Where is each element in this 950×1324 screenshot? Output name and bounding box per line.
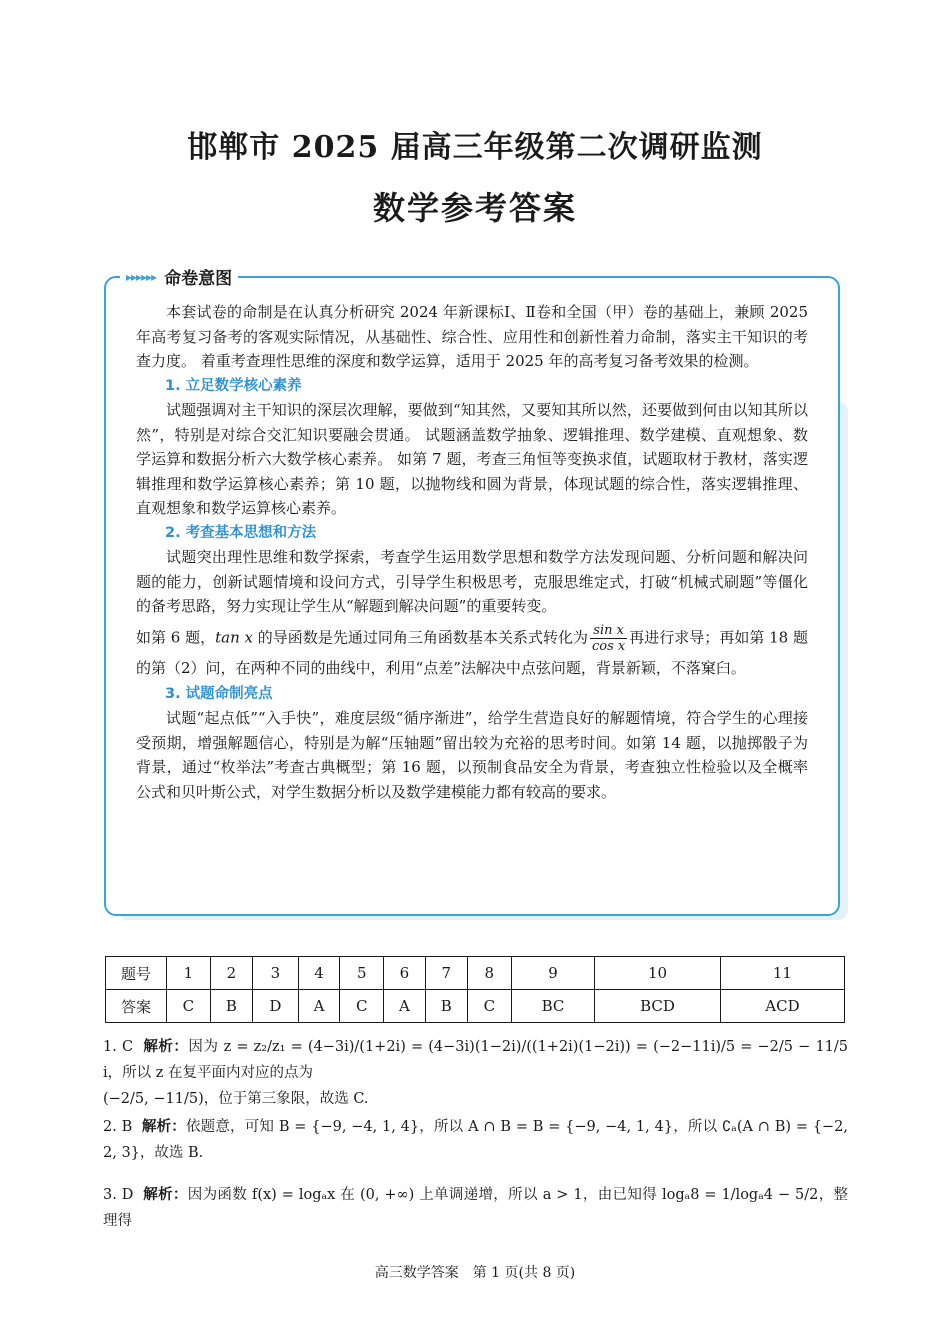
table-cell: A: [384, 990, 426, 1023]
table-row-answers: [106, 990, 845, 1023]
table-cell: 6: [384, 957, 426, 990]
table-cell: 9: [511, 957, 594, 990]
page-subtitle: 数学参考答案: [372, 189, 577, 227]
table-cell: 7: [425, 957, 467, 990]
fraction-denominator: cos x: [592, 638, 626, 654]
arrow-decoration-icon: ▸▸▸▸▸▸: [126, 269, 157, 284]
solution-1-line-1: 因为 z = z₂/z₁ = (4−3i)/(1+2i) = (4−3i)(1−2i)/((1+2i)(1−2i)) = (−2−11i)/5 = −2/5 − 11/5 i，所以 z 在复平面内对应的点为: [103, 1039, 849, 1081]
solution-3-key: 解析：: [143, 1186, 188, 1203]
table-header-cell: 题号: [106, 957, 167, 990]
intent-paragraph-4: [136, 623, 808, 682]
table-cell: B: [210, 990, 252, 1023]
table-cell: B: [425, 990, 467, 1023]
solution-2-line: 依题意，可知 B = {−9, −4, 1, 4}，所以 A ∩ B = B = {−9, −4, 1, 4}，所以 ∁ₐ(A ∩ B) = {−2, 2, 3}，故选 B.: [103, 1119, 848, 1161]
intent-body: [136, 300, 808, 804]
solution-1-key: 解析：: [143, 1038, 189, 1055]
solution-3-number: 3. D: [103, 1187, 134, 1203]
answer-table: [105, 956, 845, 1023]
intent-box-header: [120, 264, 238, 289]
intent-paragraph-1: 本套试卷的命制是在认真分析研究 2024 年新课标Ⅰ、Ⅱ卷和全国（甲）卷的基础上，兼顾 2025 年高考复习备考的客观实际情况，从基础性、综合性、应用性和创新性着力命制，落实主干知识的考查力度。 着重考查理性思维的深度和数学运算，适用于 2025 年的高考复习备考效果的检测。: [136, 303, 808, 370]
table-cell: C: [167, 990, 211, 1023]
table-cell: C: [340, 990, 384, 1023]
fraction-numerator: sin x: [590, 623, 627, 639]
table-cell: 4: [298, 957, 340, 990]
sin-cos-fraction: [590, 623, 627, 654]
para4-tan: tan x: [215, 628, 254, 646]
solution-2-key: 解析：: [141, 1118, 186, 1135]
solution-1: [103, 1034, 848, 1112]
para4-text-c: 的导函数是先通过同角三角函数基本关系式转化为: [253, 628, 588, 646]
table-cell: 8: [467, 957, 511, 990]
table-cell: C: [467, 990, 511, 1023]
para4-text-a: 如第 6 题，: [136, 628, 216, 646]
table-cell: 5: [340, 957, 384, 990]
intent-subheading-2: 2. 考查基本思想和方法: [165, 524, 317, 541]
table-cell: 11: [720, 957, 844, 990]
page-title: 邯郸市 2025 届高三年级第二次调研监测: [187, 130, 763, 165]
intent-subheading-3: 3. 试题命制亮点: [165, 685, 273, 702]
solution-2-number: 2. B: [103, 1119, 133, 1135]
para4-text-d: 再进行求导；再如第 18 题的第（2）问，在两种不同的曲线中，利用“点差”法解决中点弦问题，背景新颖，不落窠臼。: [136, 628, 808, 677]
table-cell: 1: [167, 957, 211, 990]
solution-3-line: 因为函数 f(x) = logₐx 在 (0, +∞) 上单调递增，所以 a > 1，由已知得 logₐ8 = 1/logₐ4 − 5/2，整理得: [103, 1187, 849, 1229]
intent-paragraph-5: 试题“起点低”“入手快”，难度层级“循序渐进”，给学生营造良好的解题情境，符合学生的心理接受预期，增强解题信心，特别是为解“压轴题”留出较为充裕的思考时间。如第 14 题，以抛掷骰子为背景，通过“枚举法”考查古典概型；第 16 题，以预制食品安全为背景，考查独立性检验以及全概率公式和贝叶斯公式，对学生数据分析以及数学建模能力都有较高的要求。: [136, 709, 808, 801]
table-row-numbers: [106, 957, 845, 990]
intent-heading: 命卷意图: [164, 269, 233, 289]
table-cell: ACD: [720, 990, 844, 1023]
solution-1-number: 1. C: [103, 1039, 134, 1055]
table-cell: D: [253, 990, 299, 1023]
table-cell: BCD: [595, 990, 721, 1023]
solution-3: [103, 1182, 848, 1234]
intent-paragraph-3: 试题突出理性思维和数学探索，考查学生运用数学思想和数学方法发现问题、分析问题和解决问题的能力，创新试题情境和设问方式，引导学生积极思考，克服思维定式，打破“机械式刷题”等僵化的备考思路，努力实现让学生从“解题到解决问题”的重要转变。: [136, 548, 808, 615]
table-header-cell: 答案: [106, 990, 167, 1023]
intent-paragraph-2: 试题强调对主干知识的深层次理解，要做到“知其然，又要知其所以然，还要做到何由以知其所以然”，特别是对综合交汇知识要融会贯通。 试题涵盖数学抽象、逻辑推理、数学建模、直观想象、数学运算和数据分析六大数学核心素养。 如第 7 题，考查三角恒等变换求值，试题取材于教材，落实逻辑推理和数学运算核心素养；第 10 题，以抛物线和圆为背景，体现试题的综合性，落实逻辑推理、直观想象和数学运算核心素养。: [136, 401, 808, 517]
solution-2: [103, 1114, 848, 1166]
table-cell: 10: [595, 957, 721, 990]
solution-1-line-2: (−2/5, −11/5)，位于第三象限，故选 C.: [103, 1091, 369, 1107]
table-cell: BC: [511, 990, 594, 1023]
table-cell: 3: [253, 957, 299, 990]
table-cell: A: [298, 990, 340, 1023]
table-cell: 2: [210, 957, 252, 990]
page-footer: 高三数学答案 第 1 页(共 8 页): [374, 1265, 576, 1281]
intent-subheading-1: 1. 立足数学核心素养: [165, 377, 302, 394]
